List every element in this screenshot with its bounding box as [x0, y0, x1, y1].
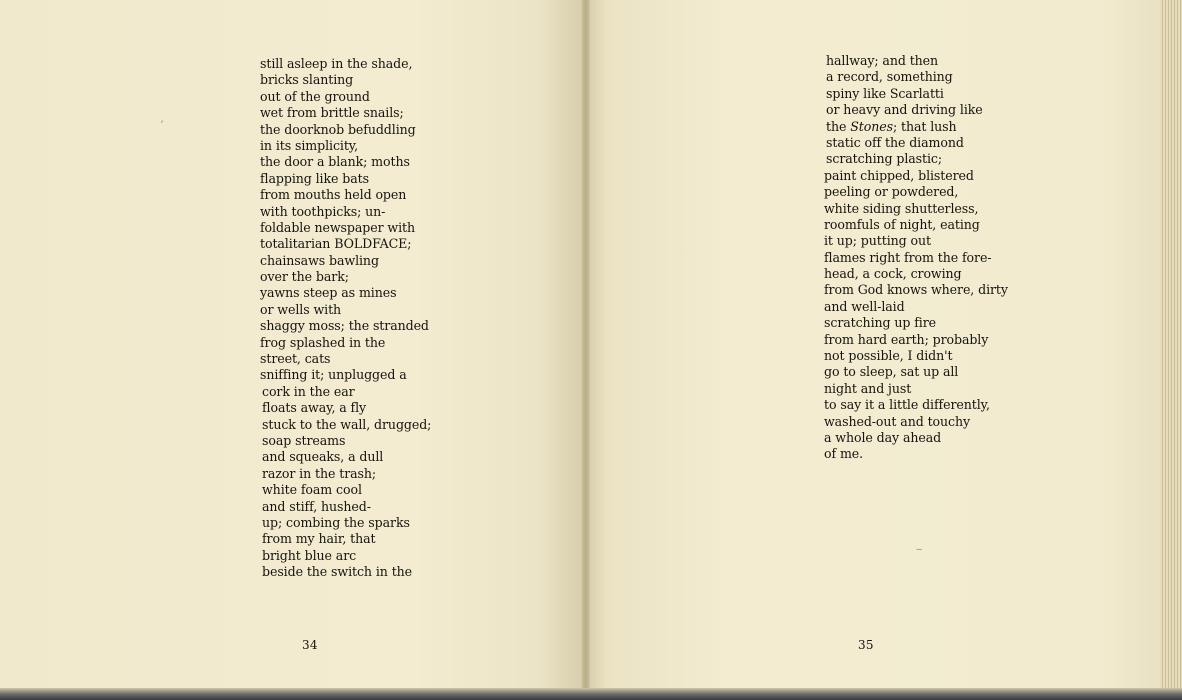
poem-line: from my hair, that — [262, 531, 376, 547]
poem-line: stuck to the wall, drugged; — [262, 416, 432, 432]
poem-line: not possible, I didn't — [824, 348, 953, 364]
poem-line: from hard earth; probably — [824, 331, 989, 347]
poem-line: scratching up fire — [824, 315, 937, 331]
poem-line — [826, 119, 1008, 135]
poem-line: paint chipped, blistered — [824, 167, 974, 183]
italic-title: Stones — [850, 118, 893, 134]
poem-line: chainsaws bawling — [260, 252, 379, 268]
poem-line: frog splashed in the — [260, 334, 386, 350]
page-number-left: 34 — [302, 638, 318, 652]
poem-line: wet from brittle snails; — [260, 105, 404, 121]
paper-speck: ʼ — [160, 120, 164, 131]
poem-line-segment: ; that lush — [892, 118, 957, 134]
poem-line: of me. — [824, 446, 864, 462]
poem-line: washed-out and touchy — [824, 413, 971, 429]
poem-line: sniffing it; unplugged a — [260, 367, 407, 383]
poem-line: from mouths held open — [260, 187, 407, 203]
poem-line: or heavy and driving like — [826, 102, 983, 118]
poem-line: and squeaks, a dull — [262, 449, 384, 465]
poem-line: hallway; and then — [826, 53, 939, 68]
poem-line: over the bark; — [260, 269, 349, 285]
poem-line: scratching plastic; — [826, 151, 943, 167]
poem-line: the doorknob befuddling — [260, 121, 416, 137]
poem-line: out of the ground — [260, 88, 370, 104]
poem-line: to say it a little differently, — [824, 397, 990, 413]
paper-speck: ‒ — [916, 544, 923, 555]
poem-line: razor in the trash; — [262, 465, 377, 481]
poem-line: in its simplicity, — [260, 137, 359, 153]
right-poem-text — [824, 53, 1008, 463]
poem-line: a record, something — [826, 69, 953, 85]
poem-line: with toothpicks; un- — [260, 203, 386, 219]
poem-line: still asleep in the shade, — [260, 56, 413, 71]
poem-line: beside the switch in the — [262, 564, 413, 580]
poem-line: the door a blank; moths — [260, 154, 410, 170]
poem-line: a whole day ahead — [824, 429, 942, 445]
poem-line: shaggy moss; the stranded — [260, 318, 429, 334]
poem-line: street, cats — [260, 351, 331, 367]
poem-line: night and just — [824, 380, 912, 396]
poem-line: static off the diamond — [826, 134, 964, 150]
poem-line: white foam cool — [262, 482, 362, 498]
poem-line: white siding shutterless, — [824, 200, 979, 216]
poem-line: head, a cock, crowing — [824, 266, 962, 282]
poem-line: go to sleep, sat up all — [824, 364, 959, 380]
poem-line: and stiff, hushed- — [262, 498, 371, 514]
poem-line: foldable newspaper with — [260, 219, 415, 235]
book-gutter — [582, 0, 590, 690]
table-surface — [0, 688, 1182, 700]
poem-line: flames right from the fore- — [824, 249, 992, 265]
poem-line: floats away, a fly — [262, 400, 367, 416]
poem-line: bricks slanting — [260, 72, 354, 88]
left-poem-text — [260, 56, 431, 581]
poem-line: or wells with — [260, 301, 342, 317]
page-edges — [1160, 0, 1182, 690]
poem-line: cork in the ear — [262, 383, 355, 399]
poem-line: yawns steep as mines — [260, 285, 397, 301]
poem-line: bright blue arc — [262, 547, 357, 563]
poem-line: peeling or powdered, — [824, 184, 959, 200]
left-page — [0, 0, 586, 690]
poem-line: roomfuls of night, eating — [824, 216, 980, 232]
poem-line: it up; putting out — [824, 233, 931, 249]
poem-line: spiny like Scarlatti — [826, 85, 944, 101]
poem-line: up; combing the sparks — [262, 514, 410, 530]
right-page — [586, 0, 1160, 690]
poem-line: and well-laid — [824, 298, 905, 314]
page-number-right: 35 — [858, 638, 874, 652]
poem-line: from God knows where, dirty — [824, 282, 1008, 298]
poem-line: totalitarian BOLDFACE; — [260, 236, 412, 252]
poem-line: flapping like bats — [260, 170, 369, 186]
poem-line: soap streams — [262, 432, 346, 448]
poem-line-segment: the — [826, 118, 851, 134]
